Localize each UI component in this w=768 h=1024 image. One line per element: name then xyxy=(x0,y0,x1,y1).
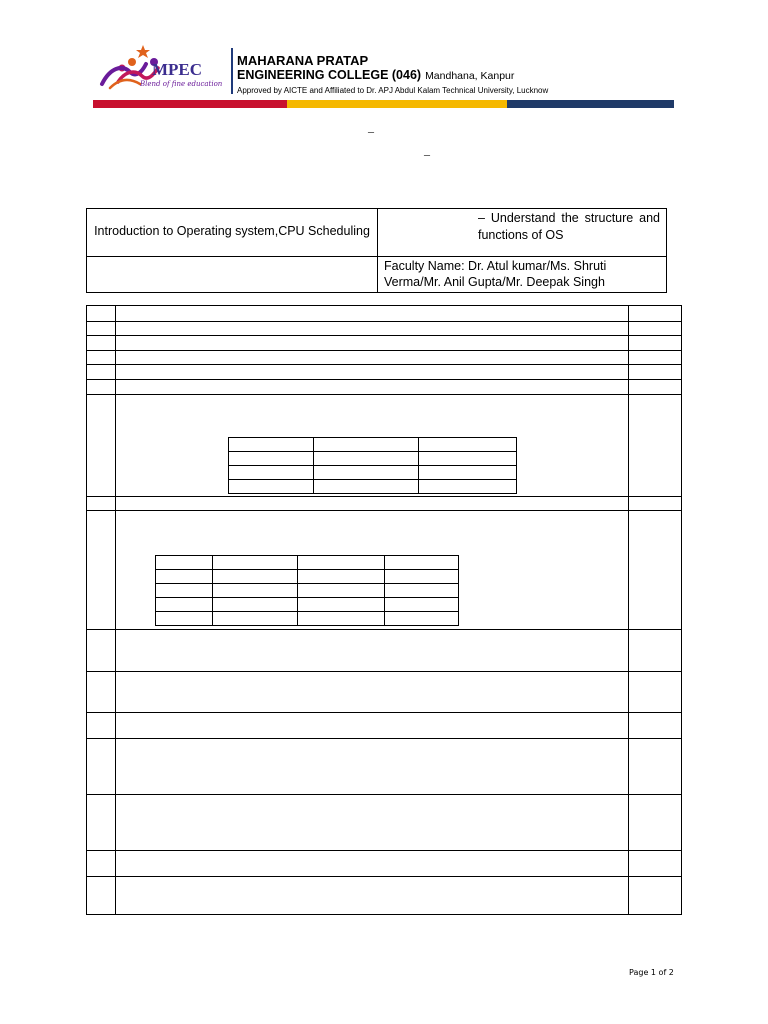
table-cell xyxy=(156,612,213,626)
table-row xyxy=(87,350,681,351)
table-cell xyxy=(314,452,419,466)
approval-text: Approved by AICTE and Affiliated to Dr. APJ Abdul Kalam Technical University, Lucknow xyxy=(237,86,549,95)
marks-column-divider xyxy=(628,306,629,914)
table-row xyxy=(156,584,459,598)
table-row xyxy=(156,570,459,584)
table-cell xyxy=(213,584,298,598)
table-row xyxy=(87,496,681,497)
table-cell xyxy=(229,452,314,466)
unit-title-cell xyxy=(87,209,378,257)
info-row-2 xyxy=(87,257,667,293)
table-row xyxy=(87,629,681,630)
table-cell xyxy=(314,438,419,452)
table-cell xyxy=(229,480,314,494)
table-row xyxy=(87,712,681,713)
page-number: Page 1 of 2 xyxy=(629,968,674,977)
table-cell xyxy=(229,438,314,452)
faculty-name: Faculty Name: Dr. Atul kumar/Ms. Shruti Verma/Mr. Anil Gupta/Mr. Deepak Singh xyxy=(384,259,607,289)
table-cell xyxy=(419,466,517,480)
table-row xyxy=(229,438,517,452)
objective-text: – Understand the structure and functions of OS xyxy=(478,211,660,242)
question-table xyxy=(86,305,682,915)
header-divider xyxy=(231,48,233,94)
college-location: Mandhana, Kanpur xyxy=(425,70,515,82)
stripe-red xyxy=(93,100,287,108)
table-cell xyxy=(156,598,213,612)
table-cell xyxy=(419,438,517,452)
table-cell xyxy=(298,612,385,626)
table-cell xyxy=(298,598,385,612)
info-row-1 xyxy=(87,209,667,257)
serial-column-divider xyxy=(115,306,116,914)
table-row xyxy=(87,671,681,672)
table-cell xyxy=(385,598,459,612)
college-name-text: ENGINEERING COLLEGE (046) xyxy=(237,68,422,82)
table-cell xyxy=(314,466,419,480)
table-cell xyxy=(385,556,459,570)
table-row xyxy=(229,480,517,494)
college-name-line2 xyxy=(237,68,514,82)
color-stripe xyxy=(93,100,674,108)
table-cell xyxy=(419,480,517,494)
table-cell xyxy=(314,480,419,494)
table-row xyxy=(87,850,681,851)
stripe-blue xyxy=(507,100,674,108)
table-row xyxy=(87,738,681,739)
table-cell xyxy=(385,584,459,598)
table-cell xyxy=(298,570,385,584)
table-cell xyxy=(156,556,213,570)
table-cell xyxy=(298,584,385,598)
college-name-line1: MAHARANA PRATAP xyxy=(237,53,369,68)
table-row xyxy=(87,394,681,395)
info-table xyxy=(86,208,667,293)
table-cell xyxy=(419,452,517,466)
title-dash-2: – xyxy=(424,147,430,161)
empty-info-cell xyxy=(87,257,378,293)
unit-title: Introduction to Operating system,CPU Scheduling xyxy=(94,224,370,238)
table-row xyxy=(229,466,517,480)
title-dash-1: – xyxy=(368,124,374,138)
logo-tagline: Blend of fine education xyxy=(140,80,223,88)
table-cell xyxy=(213,570,298,584)
table-row xyxy=(156,556,459,570)
table-row xyxy=(229,452,517,466)
process-table-1 xyxy=(228,437,517,494)
objective-cell xyxy=(378,209,667,257)
table-cell xyxy=(213,598,298,612)
table-row xyxy=(87,794,681,795)
table-row xyxy=(87,876,681,877)
table-row xyxy=(87,379,681,380)
table-cell xyxy=(385,570,459,584)
stripe-yellow xyxy=(287,100,507,108)
process-table-2 xyxy=(155,555,459,626)
table-row xyxy=(87,364,681,365)
table-cell xyxy=(156,584,213,598)
table-cell xyxy=(213,556,298,570)
table-row xyxy=(156,612,459,626)
table-cell xyxy=(229,466,314,480)
college-logo xyxy=(96,42,228,94)
table-row xyxy=(156,598,459,612)
table-cell xyxy=(298,556,385,570)
table-cell xyxy=(385,612,459,626)
table-row xyxy=(87,510,681,511)
faculty-cell xyxy=(378,257,667,293)
table-row xyxy=(87,335,681,336)
logo-text: MPEC xyxy=(152,60,203,79)
table-cell xyxy=(156,570,213,584)
table-cell xyxy=(213,612,298,626)
table-row xyxy=(87,321,681,322)
